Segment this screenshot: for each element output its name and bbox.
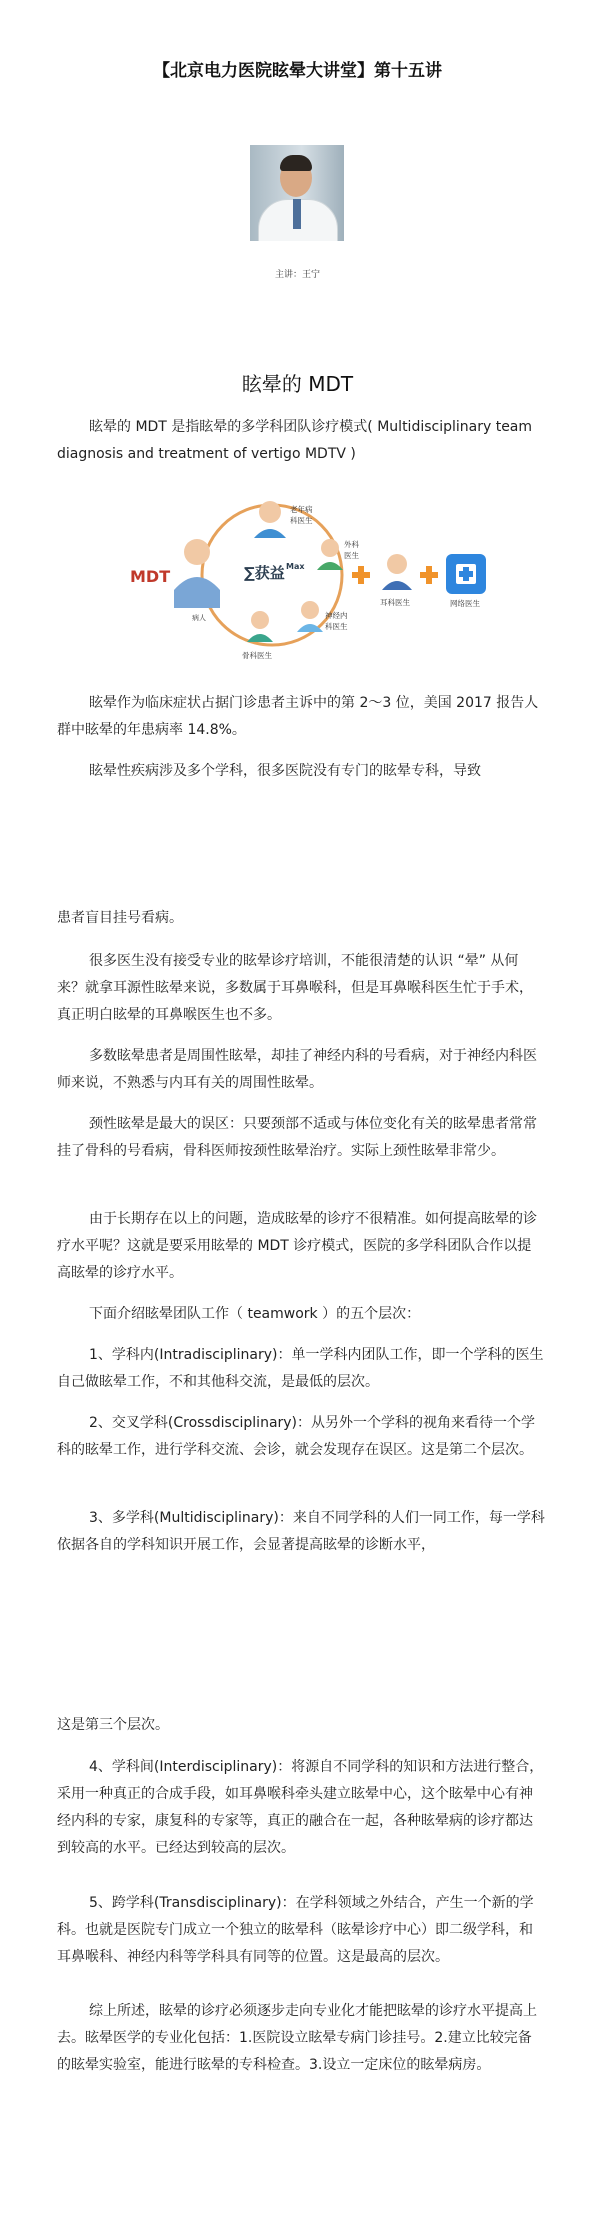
paragraph-4: 患者盲目挂号看病。 (57, 910, 183, 926)
intro-paragraph: 眩晕的 MDT 是指眩晕的多学科团队诊疗模式( Multidisciplinary team diagnosis and treatment of vertigo MDTV ) (57, 419, 533, 462)
paragraph-7: 颈性眩晕是最大的误区：只要颈部不适或与体位变化有关的眩晕患者常常挂了骨科的号看病，骨科医师按颈性眩晕治疗。实际上颈性眩晕非常少。 (57, 1116, 537, 1159)
ortho-doctor-figure (247, 611, 273, 642)
online-label: 网络医生 (450, 599, 480, 608)
online-doctor-icon (446, 554, 486, 594)
neuro-label-2: 科医生 (325, 622, 348, 631)
surgery-label-1: 外科 (344, 540, 359, 549)
mdt-label: MDT (130, 567, 171, 586)
plus-icon-1 (352, 566, 370, 584)
paragraph-5: 很多医生没有接受专业的眩晕诊疗培训，不能很清楚的认识 “晕” 从何来？就拿耳源性眩晕来说，多数属于耳鼻喉科，但是耳鼻喉科医生忙于手术，真正明白眩晕的耳鼻喉医生也不多。 (57, 953, 533, 1023)
paragraph-8: 由于长期存在以上的问题，造成眩晕的诊疗不很精准。如何提高眩晕的诊疗水平呢？这就是要采用眩晕的 MDT 诊疗模式，医院的多学科团队合作以提高眩晕的诊疗水平。 (57, 1211, 537, 1281)
speaker-photo (250, 145, 344, 241)
elderly-label-1: 老年病 (290, 505, 313, 514)
center-sup: Max (286, 562, 305, 571)
level-3-paragraph: 3、多学科(Multidisciplinary)：来自不同学科的人们一同工作，每一学科依据各自的学科知识开展工作，会显著提高眩晕的诊断水平， (57, 1510, 545, 1553)
ortho-label: 骨科医生 (242, 651, 272, 660)
level-4-paragraph: 4、学科间(Interdisciplinary)：将源自不同学科的知识和方法进行整合，采用一种真正的合成手段，如耳鼻喉科牵头建立眩晕中心，这个眩晕中心有神经内科的专家，康复科的专家等，真正的融合在一起，各种眩晕病的诊疗都达到较高的水平。已经达到较高的层次。 (57, 1759, 544, 1856)
speaker-caption: 主讲：王宁 (274, 270, 320, 280)
paragraph-2: 眩晕作为临床症状占据门诊患者主诉中的第 2～3 位，美国 2017 报告人群中眩晕的年患病率 14.8%。 (57, 695, 539, 738)
paragraph-3: 眩晕性疾病涉及多个学科，很多医院没有专门的眩晕专科，导致 (89, 763, 481, 779)
center-label: ∑获益 (244, 564, 285, 582)
plus-icon-2 (420, 566, 438, 584)
paragraph-9: 下面介绍眩晕团队工作（ teamwork ）的五个层次： (89, 1306, 421, 1322)
level-5-paragraph: 5、跨学科(Transdisciplinary)：在学科领域之外结合，产生一个新的学科。也就是医院专门成立一个独立的眩晕科（眩晕诊疗中心）即二级学科，和耳鼻喉科、神经内科等学科具有同等的位置。这是最高的层次。 (57, 1895, 534, 1965)
paragraph-6: 多数眩晕患者是周围性眩晕，却挂了神经内科的号看病，对于神经内科医师来说，不熟悉与内耳有关的周围性眩晕。 (57, 1048, 537, 1091)
mdt-diagram (122, 490, 502, 670)
level-2-paragraph: 2、交叉学科(Crossdisciplinary)：从另外一个学科的视角来看待一个学科的眩晕工作，进行学科交流、会诊，就会发现存在误区。这是第二个层次。 (57, 1415, 536, 1458)
summary-paragraph: 综上所述，眩晕的诊疗必须逐步走向专业化才能把眩晕的诊疗水平提高上去。眩晕医学的专业化包括：1.医院设立眩晕专病门诊挂号。2.建立比较完备的眩晕实验室，能进行眩晕的专科检查。3.设立一定床位的眩晕病房。 (57, 2003, 537, 2073)
section-title: 眩晕的 MDT (241, 372, 354, 396)
ent-label: 耳科医生 (380, 598, 410, 607)
level-3-continuation: 这是第三个层次。 (57, 1717, 169, 1733)
patient-label: 病人 (192, 614, 206, 622)
surgery-label-2: 医生 (344, 551, 359, 560)
page-title: 【北京电力医院眩晕大讲堂】第十五讲 (153, 61, 442, 81)
neuro-label-1: 神经内 (325, 611, 348, 620)
elderly-label-2: 科医生 (290, 516, 313, 525)
level-1-paragraph: 1、学科内(Intradisciplinary)：单一学科内团队工作，即一个学科的医生自己做眩晕工作，不和其他科交流，是最低的层次。 (57, 1347, 544, 1390)
ent-doctor-figure (382, 554, 412, 590)
patient-figure (174, 539, 220, 608)
